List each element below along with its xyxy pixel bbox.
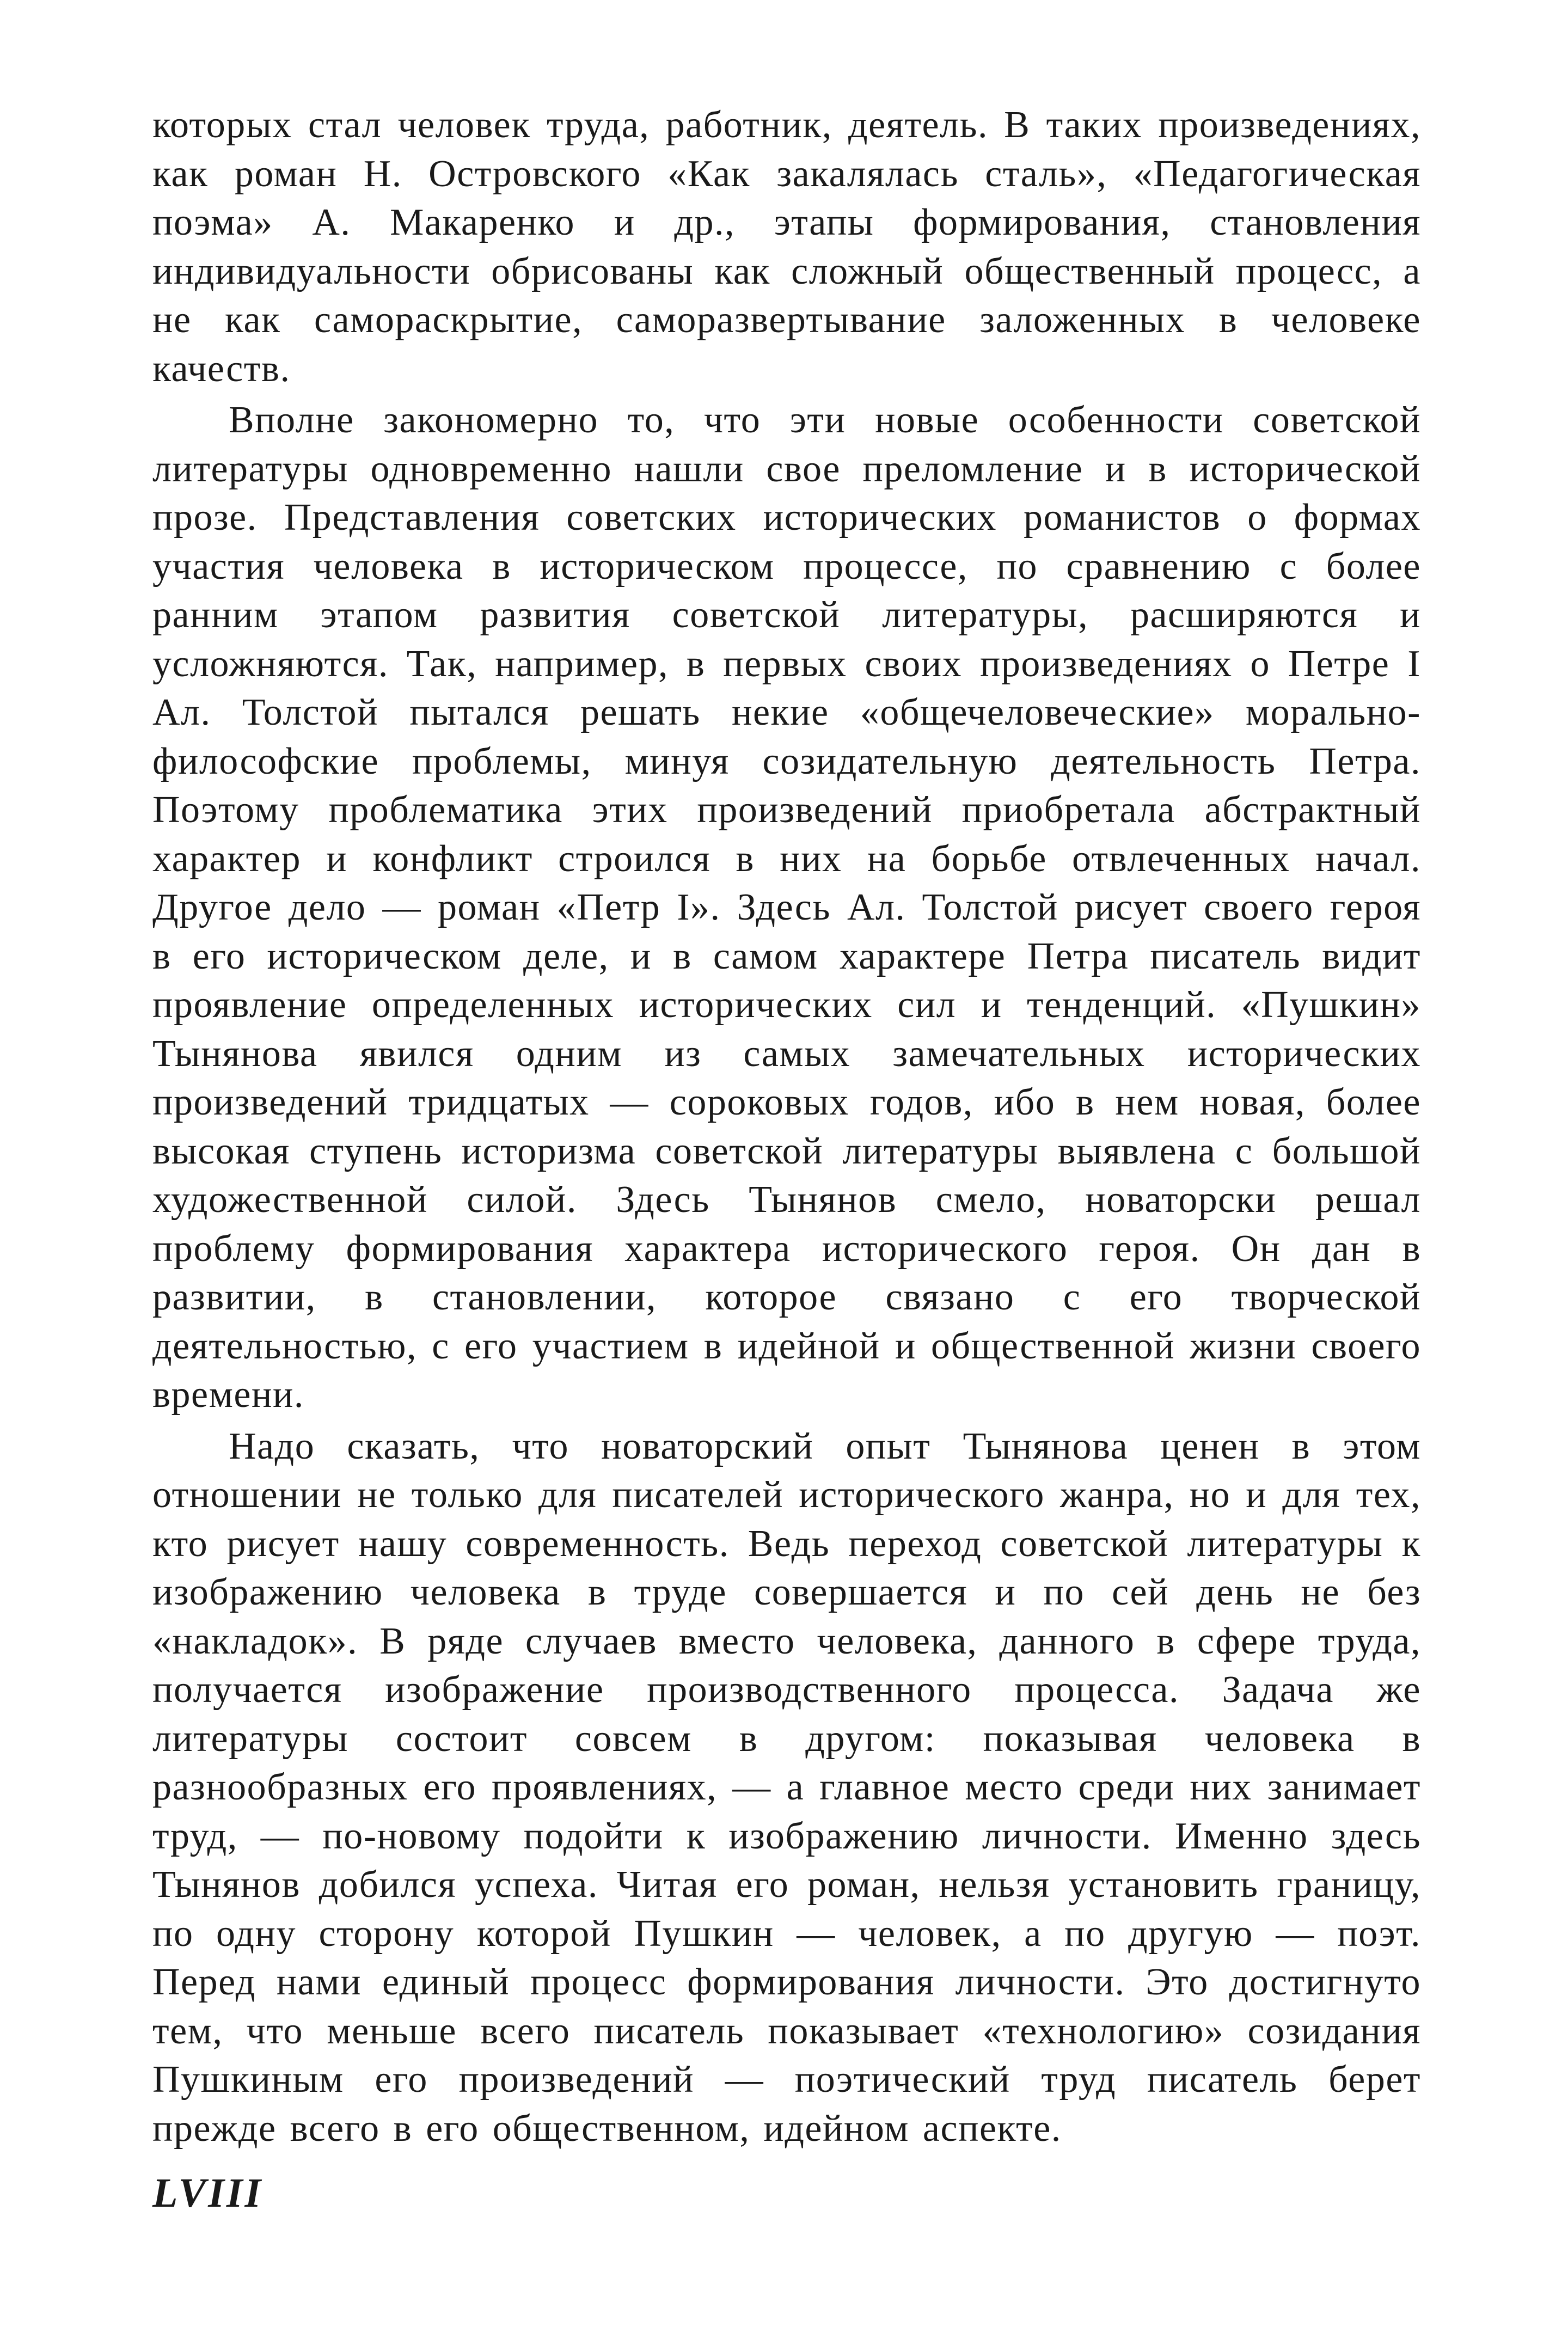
paragraph-3: Надо сказать, что новаторский опыт Тынянова ценен в этом отношении не только для писателей исторического жанра, но и для тех, кто рисует нашу современность. Ведь переход советской литературы к изображению человека в труде совершается и по сей день не без «накладок». В ряде случаев вместо человека, данного в сфере труда, получается изображение производственного процесса. Задача же литературы состоит совсем в другом: показывая человека в разнообразных его проявлениях, — а главное место среди них занимает труд, — по-новому подойти к изображению личности. Именно здесь Тынянов добился успеха. Читая его роман, нельзя установить границу, по одну сторону которой Пушкин — человек, а по другую — поэт. Перед нами единый процесс формирования личности. Это достигнуто тем, что меньше всего писатель показывает «технологию» созидания Пушкиным его произведений — поэтический труд писатель берет прежде всего в его общественном, идейном аспекте.	[152, 1425, 1421, 2150]
paragraph-1: которых стал человек труда, работник, деятель. В таких произведениях, как роман Н. Островского «Как закалялась сталь», «Педагогическая поэма» А. Макаренко и др., этапы формирования, становления индивидуальности обрисованы как сложный общественный процесс, а не как самораскрытие, саморазвертывание заложенных в человеке качеств.	[152, 104, 1421, 390]
paragraph-2: Вполне закономерно то, что эти новые особенности советской литературы одновременно нашли свое преломление и в исторической прозе. Представления советских исторических романистов о формах участия человека в историческом процессе, по сравнению с более ранним этапом развития советской литературы, расширяются и усложняются. Так, например, в первых своих произведениях о Петре I Ал. Толстой пытался решать некие «общечеловеческие» морально-философские проблемы, минуя созидательную деятельность Петра. Поэтому проблематика этих произведений приобретала абстрактный характер и конфликт строился в них на борьбе отвлеченных начал. Другое дело — роман «Петр I». Здесь Ал. Толстой рисует своего героя в его историческом деле, и в самом характере Петра писатель видит проявление определенных исторических сил и тенденций. «Пушкин» Тынянова явился одним из самых замечательных исторических произведений тридцатых — сороковых годов, ибо в нем новая, более высокая ступень историзма советской литературы выявлена с большой художественной силой. Здесь Тынянов смело, новаторски решал проблему формирования характера исторического героя. Он дан в развитии, в становлении, которое связано с его творческой деятельностью, с его участием в идейной и общественной жизни своего времени.	[152, 399, 1421, 1416]
body-text	[152, 101, 1421, 2156]
page-number: LVIII	[152, 2170, 264, 2216]
